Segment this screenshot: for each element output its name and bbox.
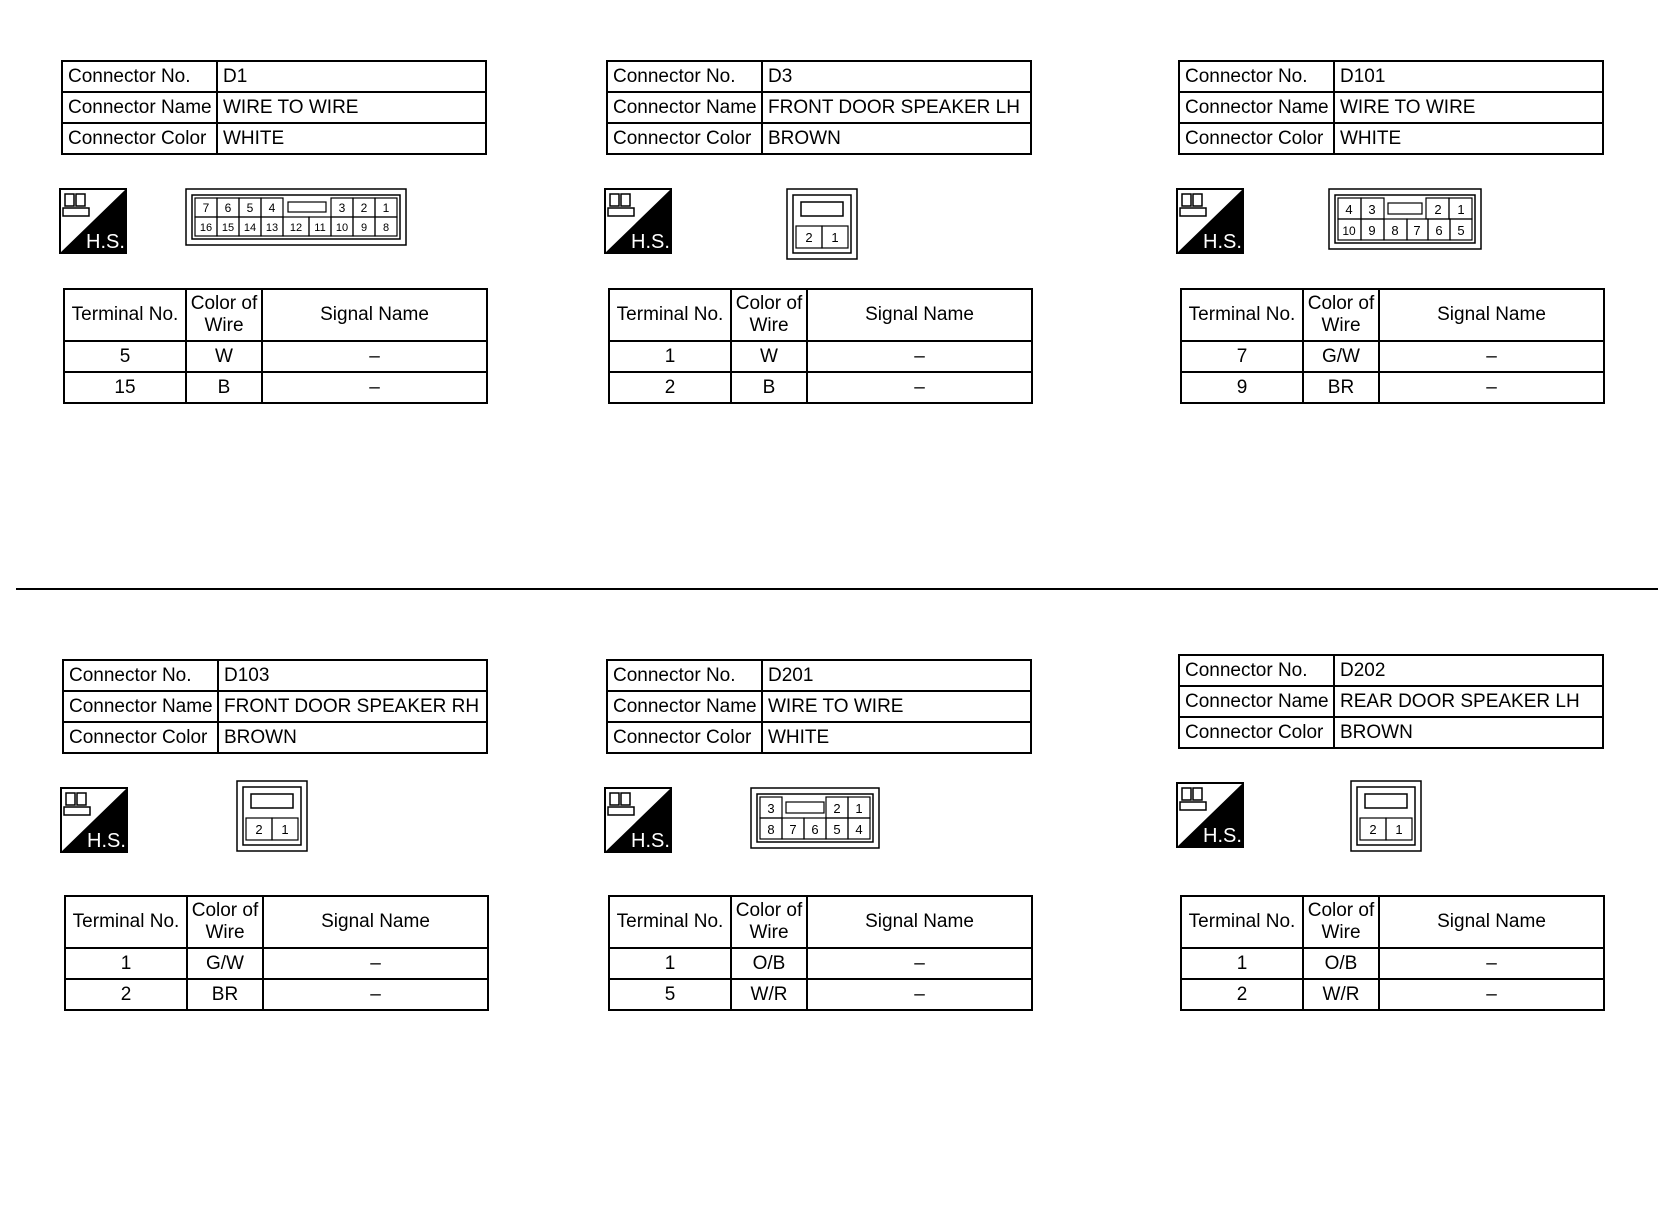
pin-label: 2 [360, 201, 368, 215]
connector-info-table [61, 60, 487, 155]
pin-label: 15 [221, 222, 235, 234]
pin-label: 2 [833, 801, 841, 816]
wire-color-cell: B [731, 372, 807, 403]
table-row [65, 979, 488, 1010]
connector-name-value: WIRE TO WIRE [1334, 92, 1603, 123]
connector-color-label: Connector Color [1179, 717, 1334, 748]
signal-cell: – [1379, 979, 1604, 1010]
hs-label: H.S. [631, 231, 670, 253]
pin-label: 5 [1457, 223, 1465, 238]
color-of-wire-header [731, 289, 807, 341]
harness-side-icon [59, 188, 127, 254]
connector-color-label: Connector Color [62, 123, 217, 154]
connector-face-diagram [236, 780, 308, 852]
terminal-table [608, 895, 1033, 1011]
connector-no-value: D3 [762, 61, 1031, 92]
connector-name-label: Connector Name [607, 691, 762, 722]
pin-label: 2 [805, 230, 813, 245]
terminal-no-header: Terminal No. [64, 289, 186, 341]
connector-name-value: REAR DOOR SPEAKER LH [1334, 686, 1603, 717]
hs-label: H.S. [631, 830, 670, 852]
connector-color-value: BROWN [762, 123, 1031, 154]
signal-cell: – [1379, 372, 1604, 403]
connector-no-label: Connector No. [1179, 61, 1334, 92]
wire-label: Wire [749, 315, 789, 336]
connector-color-label: Connector Color [607, 123, 762, 154]
connector-face-diagram [750, 787, 880, 849]
connector-color-value: BROWN [218, 722, 487, 753]
connector-color-value: BROWN [1334, 717, 1603, 748]
connector-color-value: WHITE [217, 123, 486, 154]
table-row [64, 372, 487, 403]
table-row [1181, 948, 1604, 979]
connector-no-value: D202 [1334, 655, 1603, 686]
signal-cell: – [807, 372, 1032, 403]
pin-label: 1 [1395, 822, 1403, 837]
wire-color-cell: W [186, 341, 262, 372]
signal-name-header: Signal Name [807, 289, 1032, 341]
table-row [1181, 979, 1604, 1010]
signal-name-header: Signal Name [262, 289, 487, 341]
color-of-label: Color of [735, 900, 803, 921]
connector-color-label: Connector Color [63, 722, 218, 753]
connector-no-value: D201 [762, 660, 1031, 691]
terminal-cell: 1 [65, 948, 187, 979]
terminal-cell: 1 [609, 948, 731, 979]
harness-side-icon [1176, 782, 1244, 848]
color-of-wire-header [186, 289, 262, 341]
terminal-cell: 1 [609, 341, 731, 372]
terminal-no-header: Terminal No. [1181, 289, 1303, 341]
pin-label: 16 [199, 222, 213, 234]
terminal-cell: 2 [609, 372, 731, 403]
hs-label: H.S. [87, 830, 126, 852]
connector-name-label: Connector Name [63, 691, 218, 722]
connector-name-value: WIRE TO WIRE [217, 92, 486, 123]
connector-info-table [606, 659, 1032, 754]
connector-name-value: WIRE TO WIRE [762, 691, 1031, 722]
terminal-cell: 2 [65, 979, 187, 1010]
pin-label: 1 [281, 822, 289, 837]
signal-cell: – [262, 372, 487, 403]
pin-label: 4 [268, 201, 276, 215]
pin-label: 3 [1368, 202, 1376, 217]
connector-no-value: D103 [218, 660, 487, 691]
harness-side-icon [1176, 188, 1244, 254]
pin-label: 5 [833, 822, 841, 837]
wire-color-cell: W/R [1303, 979, 1379, 1010]
pin-label: 1 [1457, 202, 1465, 217]
wire-color-cell: W [731, 341, 807, 372]
terminal-cell: 7 [1181, 341, 1303, 372]
connector-no-label: Connector No. [607, 61, 762, 92]
color-of-label: Color of [191, 900, 259, 921]
color-of-wire-header [187, 896, 263, 948]
connector-panel-d201 [606, 659, 1046, 1019]
pin-label: 4 [855, 822, 863, 837]
pin-label: 1 [382, 201, 390, 215]
table-row [609, 979, 1032, 1010]
signal-cell: – [1379, 948, 1604, 979]
pin-label: 2 [1369, 822, 1377, 837]
table-row [1181, 372, 1604, 403]
hs-label: H.S. [1203, 231, 1242, 253]
connector-panel-d103 [62, 659, 502, 1019]
terminal-no-header: Terminal No. [609, 896, 731, 948]
connector-info-table [62, 659, 488, 754]
pin-label: 9 [1368, 223, 1376, 238]
harness-side-icon [604, 787, 672, 853]
pin-label: 12 [289, 222, 303, 234]
connector-name-value: FRONT DOOR SPEAKER LH [762, 92, 1031, 123]
signal-cell: – [262, 341, 487, 372]
table-row [609, 948, 1032, 979]
terminal-table [608, 288, 1033, 404]
pin-label: 7 [202, 201, 210, 215]
table-row [1181, 341, 1604, 372]
color-of-wire-header [1303, 896, 1379, 948]
connector-no-value: D1 [217, 61, 486, 92]
pin-label: 10 [1342, 224, 1356, 238]
connector-no-label: Connector No. [62, 61, 217, 92]
connector-name-label: Connector Name [1179, 686, 1334, 717]
terminal-cell: 1 [1181, 948, 1303, 979]
wire-color-cell: B [186, 372, 262, 403]
connector-panel-d101 [1178, 60, 1618, 420]
hs-label: H.S. [1203, 825, 1242, 847]
signal-name-header: Signal Name [1379, 896, 1604, 948]
connector-panel-d3 [606, 60, 1046, 420]
terminal-table [1180, 288, 1605, 404]
terminal-cell: 15 [64, 372, 186, 403]
harness-side-icon [604, 188, 672, 254]
color-of-label: Color of [190, 293, 258, 314]
connector-info-table [606, 60, 1032, 155]
connector-no-value: D101 [1334, 61, 1603, 92]
terminal-cell: 2 [1181, 979, 1303, 1010]
wire-color-cell: O/B [1303, 948, 1379, 979]
signal-name-header: Signal Name [263, 896, 488, 948]
wire-label: Wire [204, 315, 244, 336]
signal-cell: – [1379, 341, 1604, 372]
connector-name-label: Connector Name [62, 92, 217, 123]
section-divider [16, 588, 1658, 590]
connector-no-label: Connector No. [1179, 655, 1334, 686]
signal-cell: – [807, 979, 1032, 1010]
pin-label: 1 [855, 801, 863, 816]
pin-label: 11 [314, 222, 326, 234]
pin-label: 14 [243, 222, 257, 234]
pin-label: 7 [789, 822, 797, 837]
connector-color-value: WHITE [762, 722, 1031, 753]
signal-name-header: Signal Name [807, 896, 1032, 948]
terminal-table [64, 895, 489, 1011]
pin-label: 6 [811, 822, 819, 837]
pin-label: 2 [1434, 202, 1442, 217]
signal-cell: – [263, 948, 488, 979]
pin-label: 9 [360, 222, 368, 234]
signal-cell: – [263, 979, 488, 1010]
wire-color-cell: BR [187, 979, 263, 1010]
terminal-no-header: Terminal No. [65, 896, 187, 948]
connector-color-value: WHITE [1334, 123, 1603, 154]
wire-color-cell: O/B [731, 948, 807, 979]
wire-color-cell: BR [1303, 372, 1379, 403]
pin-label: 5 [246, 201, 254, 215]
terminal-no-header: Terminal No. [1181, 896, 1303, 948]
connector-panel-d202 [1178, 654, 1618, 1014]
terminal-cell: 5 [64, 341, 186, 372]
harness-side-icon [60, 787, 128, 853]
signal-cell: – [807, 948, 1032, 979]
color-of-label: Color of [735, 293, 803, 314]
wire-label: Wire [1321, 315, 1361, 336]
color-of-label: Color of [1307, 293, 1375, 314]
pin-label: 8 [767, 822, 775, 837]
hs-label: H.S. [86, 231, 125, 253]
color-of-wire-header [1303, 289, 1379, 341]
connector-face-diagram [786, 188, 858, 260]
connector-face-diagram [1328, 188, 1482, 250]
connector-info-table [1178, 654, 1604, 749]
wire-color-cell: G/W [1303, 341, 1379, 372]
wire-label: Wire [205, 922, 245, 943]
pin-label: 3 [338, 201, 346, 215]
connector-name-label: Connector Name [607, 92, 762, 123]
connector-color-label: Connector Color [607, 722, 762, 753]
connector-color-label: Connector Color [1179, 123, 1334, 154]
wire-color-cell: G/W [187, 948, 263, 979]
wire-label: Wire [1321, 922, 1361, 943]
connector-face-diagram [1350, 780, 1422, 852]
pin-label: 8 [1391, 223, 1399, 238]
wire-color-cell: W/R [731, 979, 807, 1010]
connector-no-label: Connector No. [607, 660, 762, 691]
terminal-cell: 9 [1181, 372, 1303, 403]
pin-label: 13 [265, 222, 279, 234]
pin-label: 6 [224, 201, 232, 215]
pin-label: 6 [1435, 223, 1443, 238]
table-row [609, 372, 1032, 403]
table-row [65, 948, 488, 979]
connector-name-value: FRONT DOOR SPEAKER RH [218, 691, 487, 722]
signal-cell: – [807, 341, 1032, 372]
terminal-table [1180, 895, 1605, 1011]
pin-label: 3 [767, 801, 775, 816]
terminal-no-header: Terminal No. [609, 289, 731, 341]
pin-label: 1 [831, 230, 839, 245]
pin-label: 10 [335, 222, 349, 234]
wire-label: Wire [749, 922, 789, 943]
color-of-label: Color of [1307, 900, 1375, 921]
connector-no-label: Connector No. [63, 660, 218, 691]
color-of-wire-header [731, 896, 807, 948]
connector-name-label: Connector Name [1179, 92, 1334, 123]
connector-face-diagram [185, 188, 407, 246]
connector-info-table [1178, 60, 1604, 155]
terminal-cell: 5 [609, 979, 731, 1010]
signal-name-header: Signal Name [1379, 289, 1604, 341]
terminal-table [63, 288, 488, 404]
table-row [609, 341, 1032, 372]
table-row [64, 341, 487, 372]
pin-label: 2 [255, 822, 263, 837]
connector-panel-d1 [61, 60, 501, 420]
pin-label: 7 [1413, 223, 1421, 238]
pin-label: 8 [382, 222, 390, 234]
pin-label: 4 [1345, 202, 1353, 217]
